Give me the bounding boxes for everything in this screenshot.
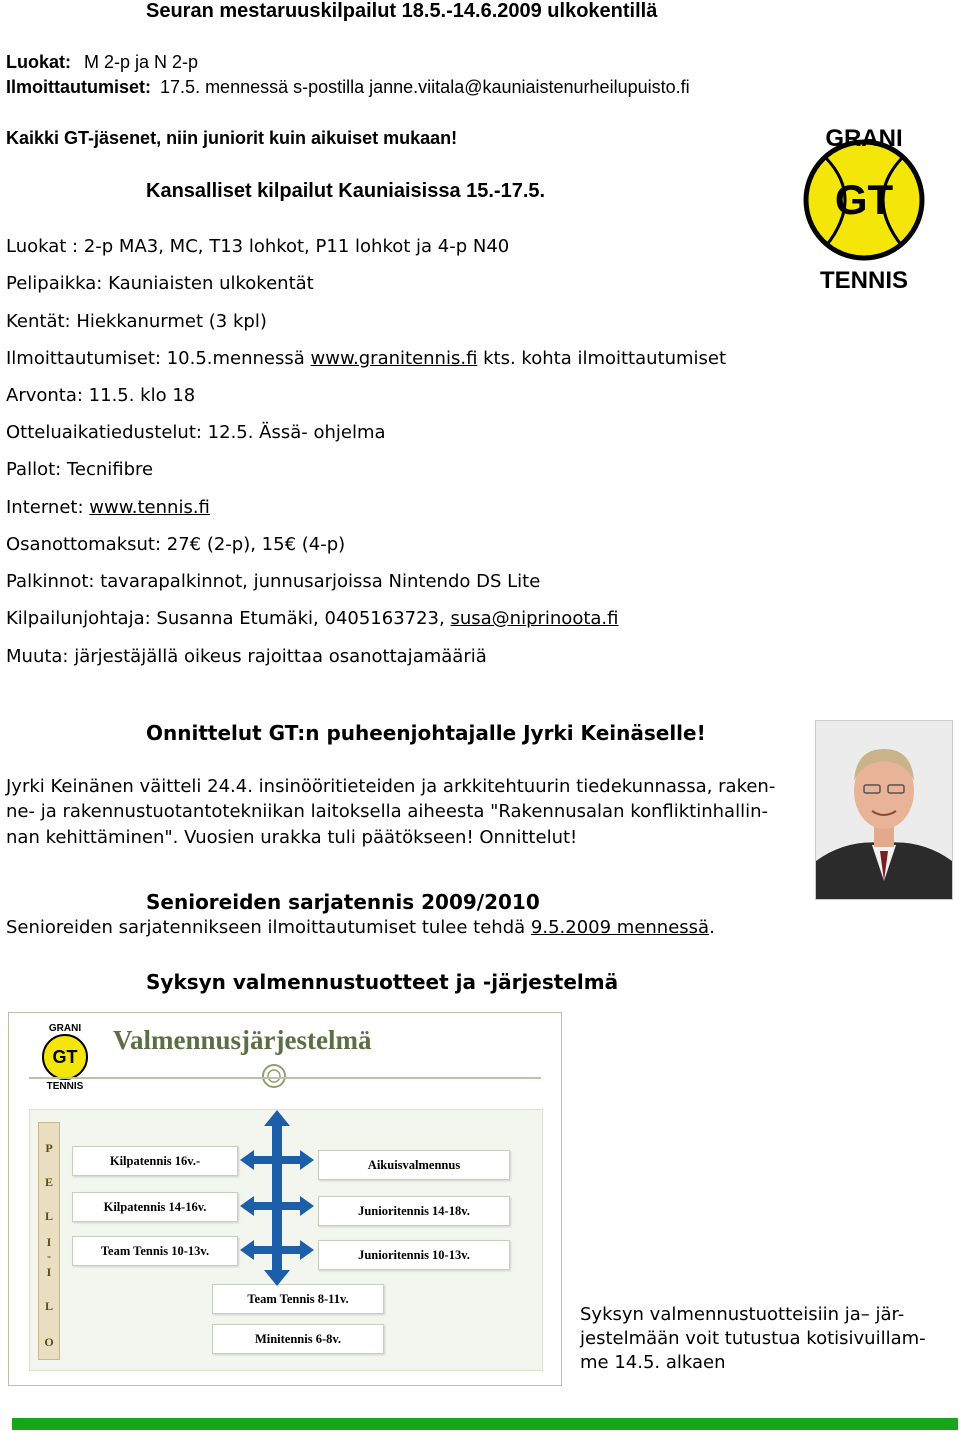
box-junioritennis-10-13: Junioritennis 10-13v.	[318, 1240, 510, 1270]
pallot-line: Pallot: Tecnifibre	[6, 459, 154, 480]
logo-mid-text: GT	[834, 176, 894, 223]
niprinoota-email-link[interactable]: susa@niprinoota.fi	[450, 608, 619, 629]
box-aikuisvalmennus: Aikuisvalmennus	[318, 1150, 510, 1180]
ilm2-line	[6, 348, 726, 369]
ilm-label: Ilmoittautumiset:	[6, 77, 152, 97]
pelilo-letter: I	[46, 1265, 52, 1279]
syksyn-side-line-2: jestelmään voit tutustua kotisivuillam-	[580, 1328, 926, 1349]
muuta-line: Muuta: järjestäjällä oikeus rajoittaa osanottajamääriä	[6, 646, 487, 667]
pelilo-letter: E	[44, 1175, 53, 1189]
diagram-logo	[27, 1019, 103, 1091]
pelilo-letter: P	[45, 1141, 53, 1155]
ilm2-prefix: Ilmoittautumiset: 10.5.mennessä	[6, 348, 311, 369]
heading-kansalliset: Kansalliset kilpailut Kauniaisissa 15.-17.5.	[146, 180, 546, 202]
tennis-fi-link[interactable]: www.tennis.fi	[89, 497, 210, 518]
jyrki-line-3: nan kehittäminen". Vuosien urakka tuli päätökseen! Onnittelut!	[6, 827, 578, 848]
footer-green-bar	[12, 1418, 958, 1430]
luokat2-line: Luokat : 2-p MA3, MC, T13 lohkot, P11 lohkot ja 4-p N40	[6, 236, 510, 257]
pelilo-column	[38, 1122, 60, 1360]
internet-line	[6, 497, 210, 518]
box-junioritennis-14-18: Junioritennis 14-18v.	[318, 1196, 510, 1226]
otteluaika-line: Otteluaikatiedustelut: 12.5. Ässä- ohjelma	[6, 422, 386, 443]
box-kilpatennis-16: Kilpatennis 16v.-	[72, 1146, 238, 1176]
senioreiden-prefix: Senioreiden sarjatennikseen ilmoittautumiset tulee tehdä	[6, 917, 531, 938]
pelilo-letter: L	[44, 1299, 53, 1313]
heading-mestaruus: Seuran mestaruuskilpailut 18.5.-14.6.2009 ulkokentillä	[146, 0, 658, 22]
kentat-line: Kentät: Hiekkanurmet (3 kpl)	[6, 311, 267, 332]
ilmoittautumiset-line	[6, 77, 690, 98]
luokat-value: M 2-p ja N 2-p	[84, 52, 199, 72]
diagram-inner	[29, 1109, 543, 1371]
diagram-logo-bottom: TENNIS	[46, 1081, 84, 1091]
logo-top-text: GRANI	[825, 125, 903, 152]
development-arrows	[240, 1110, 314, 1286]
kilpailunjohtaja-line	[6, 608, 618, 629]
pelilo-letter: O	[44, 1335, 54, 1349]
box-kilpatennis-14-16: Kilpatennis 14-16v.	[72, 1192, 238, 1222]
valmennusjarjestelma-diagram	[8, 1012, 562, 1386]
pelilo-letter: L	[44, 1209, 53, 1223]
ilm-value: 17.5. mennessä s-postilla janne.viitala@kauniaistenurheilupuisto.fi	[160, 77, 690, 97]
diagram-logo-mid: GT	[52, 1047, 78, 1067]
johtaja-prefix: Kilpailunjohtaja: Susanna Etumäki, 0405163723,	[6, 608, 451, 629]
senioreiden-deadline-link[interactable]: 9.5.2009 mennessä	[530, 917, 710, 938]
internet-prefix: Internet:	[6, 497, 90, 518]
box-team-tennis-10-13: Team Tennis 10-13v.	[72, 1236, 238, 1266]
logo-bottom-text: TENNIS	[819, 267, 909, 294]
ornament-icon	[259, 1063, 289, 1089]
senioreiden-suffix: .	[709, 917, 715, 938]
diagram-divider	[29, 1077, 541, 1079]
pelilo-letter: -	[47, 1249, 51, 1263]
granitennis-link[interactable]: www.granitennis.fi	[310, 348, 478, 369]
pelipaikka-line: Pelipaikka: Kauniaisten ulkokentät	[6, 273, 314, 294]
box-minitennis-6-8: Minitennis 6-8v.	[212, 1324, 384, 1354]
jyrki-line-1: Jyrki Keinänen väitteli 24.4. insinööritieteiden ja arkkitehtuurin tiedekunnassa, raken-	[6, 776, 776, 797]
syksyn-side-line-3: me 14.5. alkaen	[580, 1352, 726, 1373]
luokat-line	[6, 52, 198, 73]
arvonta-line: Arvonta: 11.5. klo 18	[6, 385, 196, 406]
luokat-label: Luokat:	[6, 52, 71, 72]
box-team-tennis-8-11: Team Tennis 8-11v.	[212, 1284, 384, 1314]
syksyn-side-line-1: Syksyn valmennustuotteisiin ja– jär-	[580, 1304, 905, 1325]
heading-senioreiden: Senioreiden sarjatennis 2009/2010	[146, 890, 540, 914]
jyrki-line-2: ne- ja rakennustuotantotekniikan laitoksella aiheesta "Rakennusalan konfliktinhallin-	[6, 801, 768, 822]
diagram-title: Valmennusjärjestelmä	[113, 1025, 372, 1055]
heading-onnittelut: Onnittelut GT:n puheenjohtajalle Jyrki Keinäselle!	[146, 721, 706, 745]
osanotto-line: Osanottomaksut: 27€ (2-p), 15€ (4-p)	[6, 534, 346, 555]
grani-tennis-logo	[786, 118, 942, 298]
jyrki-portrait-photo	[815, 720, 953, 900]
senioreiden-line	[6, 917, 715, 938]
ilm2-suffix: kts. kohta ilmoittautumiset	[477, 348, 727, 369]
heading-syksyn: Syksyn valmennustuotteet ja -järjestelmä	[146, 970, 619, 994]
palkinnot-line: Palkinnot: tavarapalkinnot, junnusarjoissa Nintendo DS Lite	[6, 571, 541, 592]
diagram-logo-top: GRANI	[48, 1023, 82, 1034]
kaikki-line: Kaikki GT-jäsenet, niin juniorit kuin aikuiset mukaan!	[6, 128, 458, 148]
pelilo-letter: I	[46, 1235, 52, 1249]
